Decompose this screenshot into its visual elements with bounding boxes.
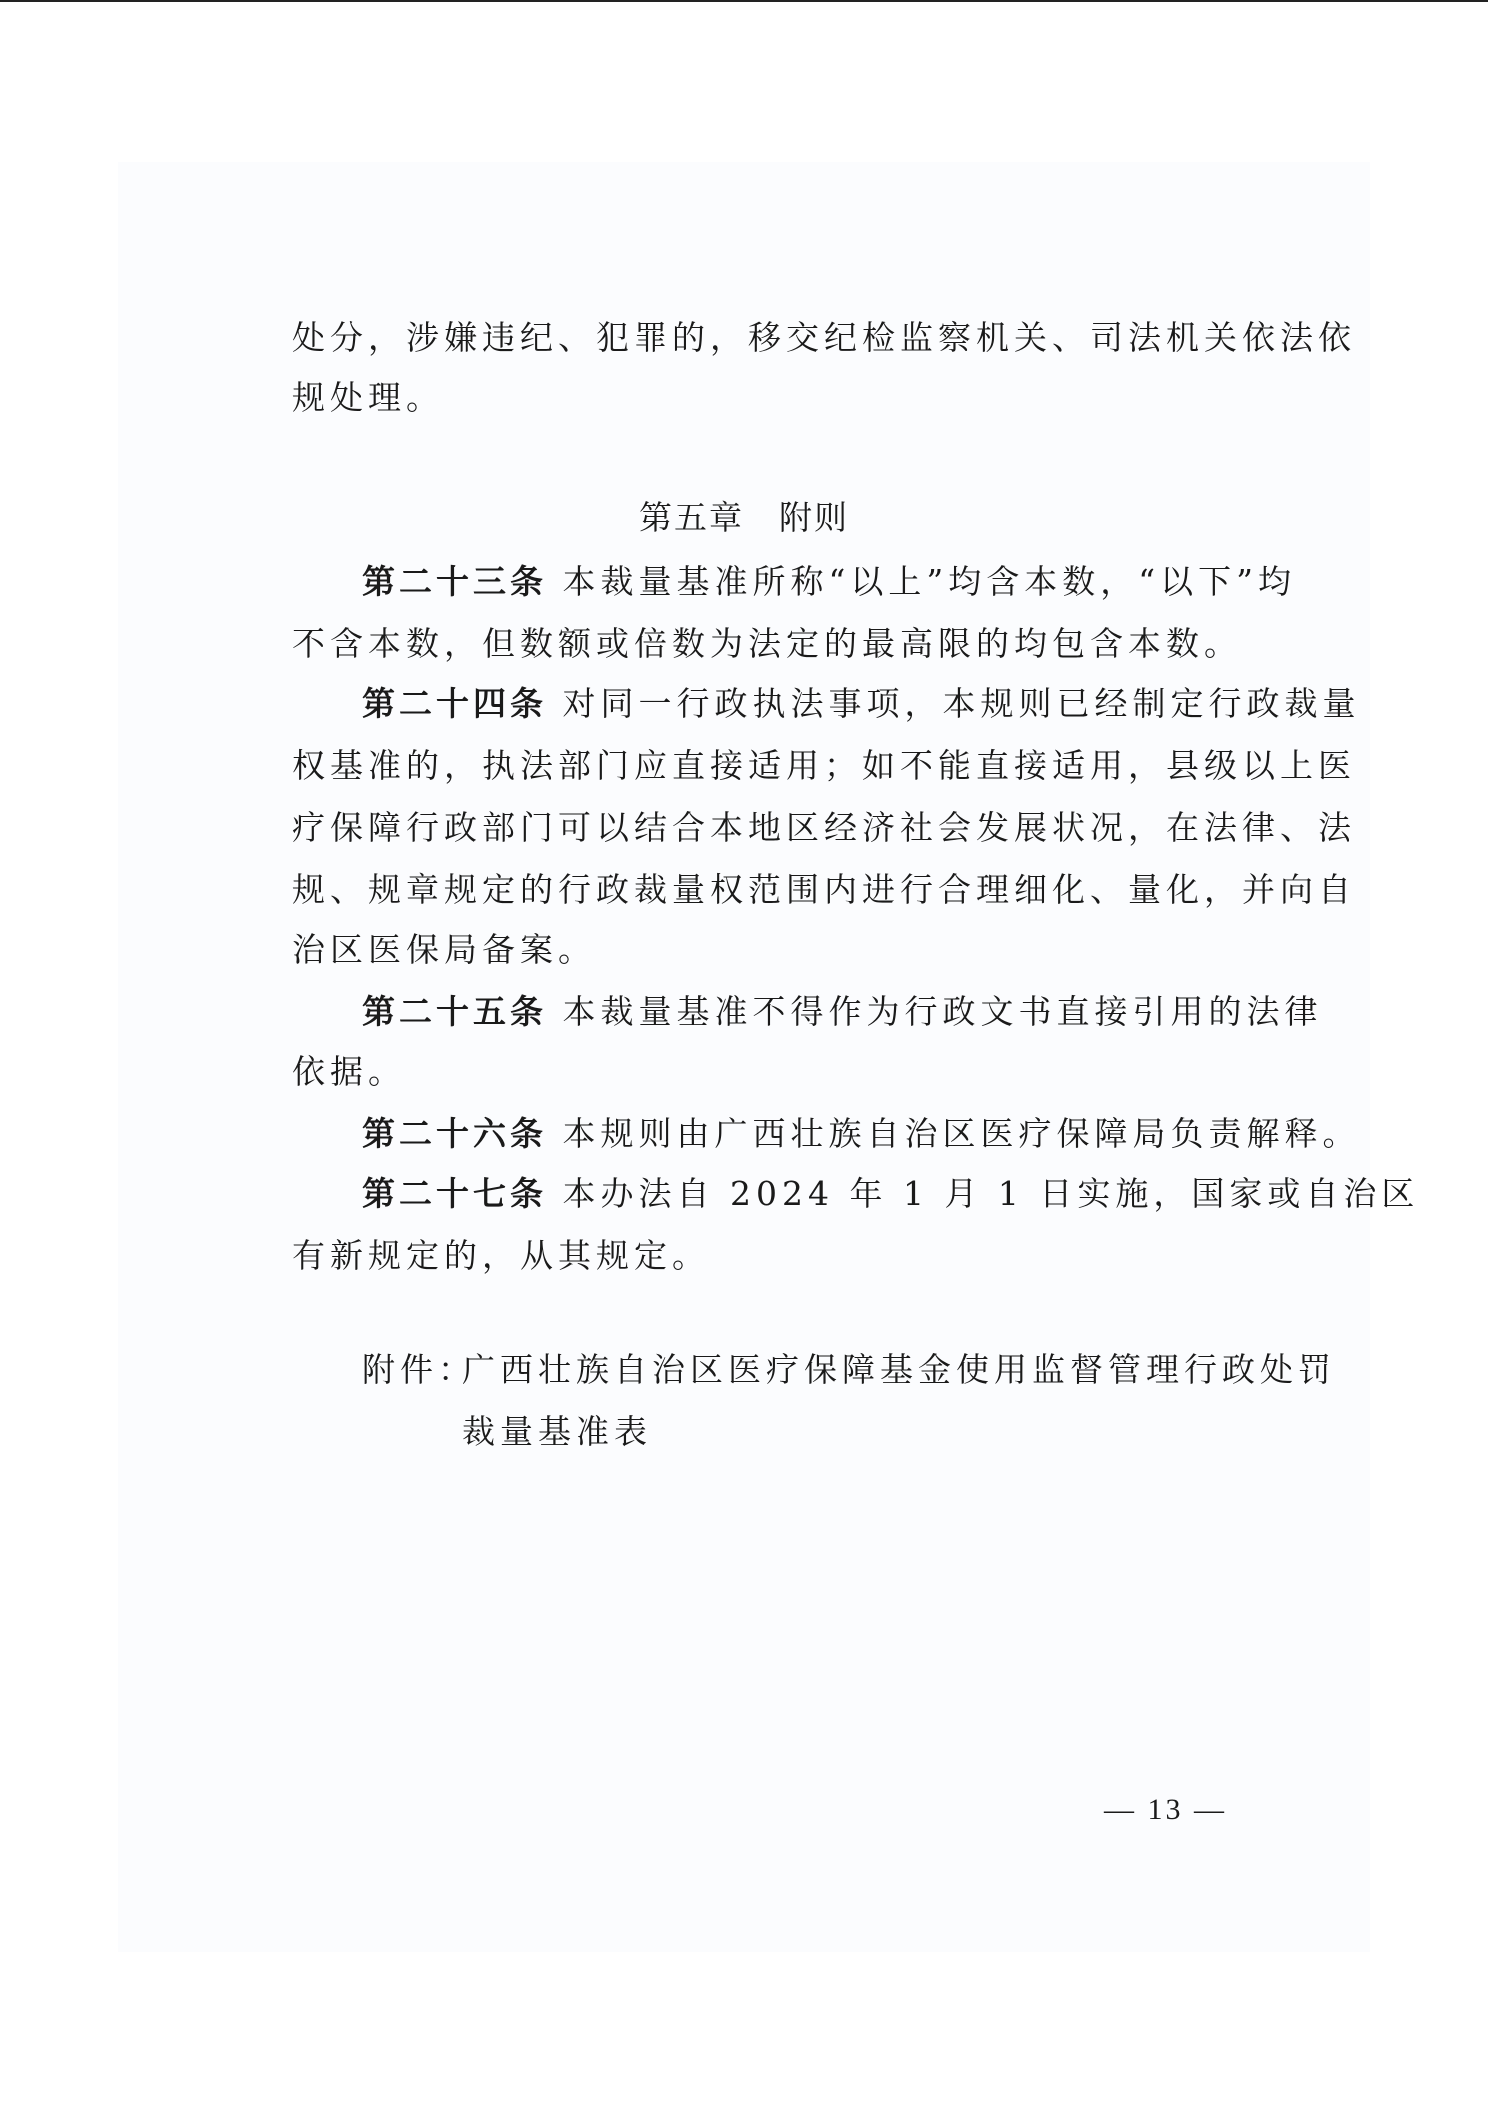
article-24-line-4: 规、规章规定的行政裁量权范围内进行合理细化、量化，并向自 bbox=[292, 870, 1356, 909]
article-24-line-2: 权基准的，执法部门应直接适用；如不能直接适用，县级以上医 bbox=[292, 746, 1356, 785]
article-26-text: 本规则由广西壮族自治区医疗保障局负责解释。 bbox=[547, 1114, 1361, 1153]
article-24-line-3: 疗保障行政部门可以结合本地区经济社会发展状况，在法律、法 bbox=[292, 808, 1356, 847]
article-23-line-2: 不含本数，但数额或倍数为法定的最高限的均包含本数。 bbox=[292, 624, 1242, 663]
article-25-line-1 bbox=[362, 992, 1323, 1032]
article-26-number: 第二十六条 bbox=[362, 1114, 547, 1153]
article-23-number: 第二十三条 bbox=[362, 562, 547, 601]
chapter-heading: 第五章 附则 bbox=[639, 498, 849, 537]
article-25-text: 本裁量基准不得作为行政文书直接引用的法律 bbox=[547, 992, 1323, 1031]
article-26-line-1 bbox=[362, 1114, 1361, 1154]
article-27-number: 第二十七条 bbox=[362, 1174, 547, 1213]
article-24-line-1 bbox=[362, 684, 1361, 724]
article-24-line-5: 治区医保局备案。 bbox=[292, 930, 596, 969]
article-27-text: 本办法自 2024 年 1 月 1 日实施，国家或自治区 bbox=[547, 1174, 1420, 1213]
attachment-label: 附件： bbox=[362, 1350, 476, 1389]
continuation-line-1: 处分，涉嫌违纪、犯罪的，移交纪检监察机关、司法机关依法依 bbox=[292, 318, 1356, 357]
article-23-line-1 bbox=[362, 562, 1296, 602]
attachment-title-line-1: 广西壮族自治区医疗保障基金使用监督管理行政处罚 bbox=[462, 1350, 1336, 1389]
article-24-text: 对同一行政执法事项，本规则已经制定行政裁量 bbox=[547, 684, 1361, 723]
article-23-text: 本裁量基准所称“以上”均含本数，“以下”均 bbox=[547, 562, 1296, 601]
article-24-number: 第二十四条 bbox=[362, 684, 547, 723]
article-27-line-1 bbox=[362, 1174, 1419, 1214]
article-25-line-2: 依据。 bbox=[292, 1052, 406, 1091]
page-number: — 13 — bbox=[1104, 1793, 1227, 1826]
continuation-line-2: 规处理。 bbox=[292, 378, 444, 417]
article-27-line-2: 有新规定的，从其规定。 bbox=[292, 1236, 710, 1275]
attachment-title-line-2: 裁量基准表 bbox=[462, 1412, 652, 1451]
article-25-number: 第二十五条 bbox=[362, 992, 547, 1031]
